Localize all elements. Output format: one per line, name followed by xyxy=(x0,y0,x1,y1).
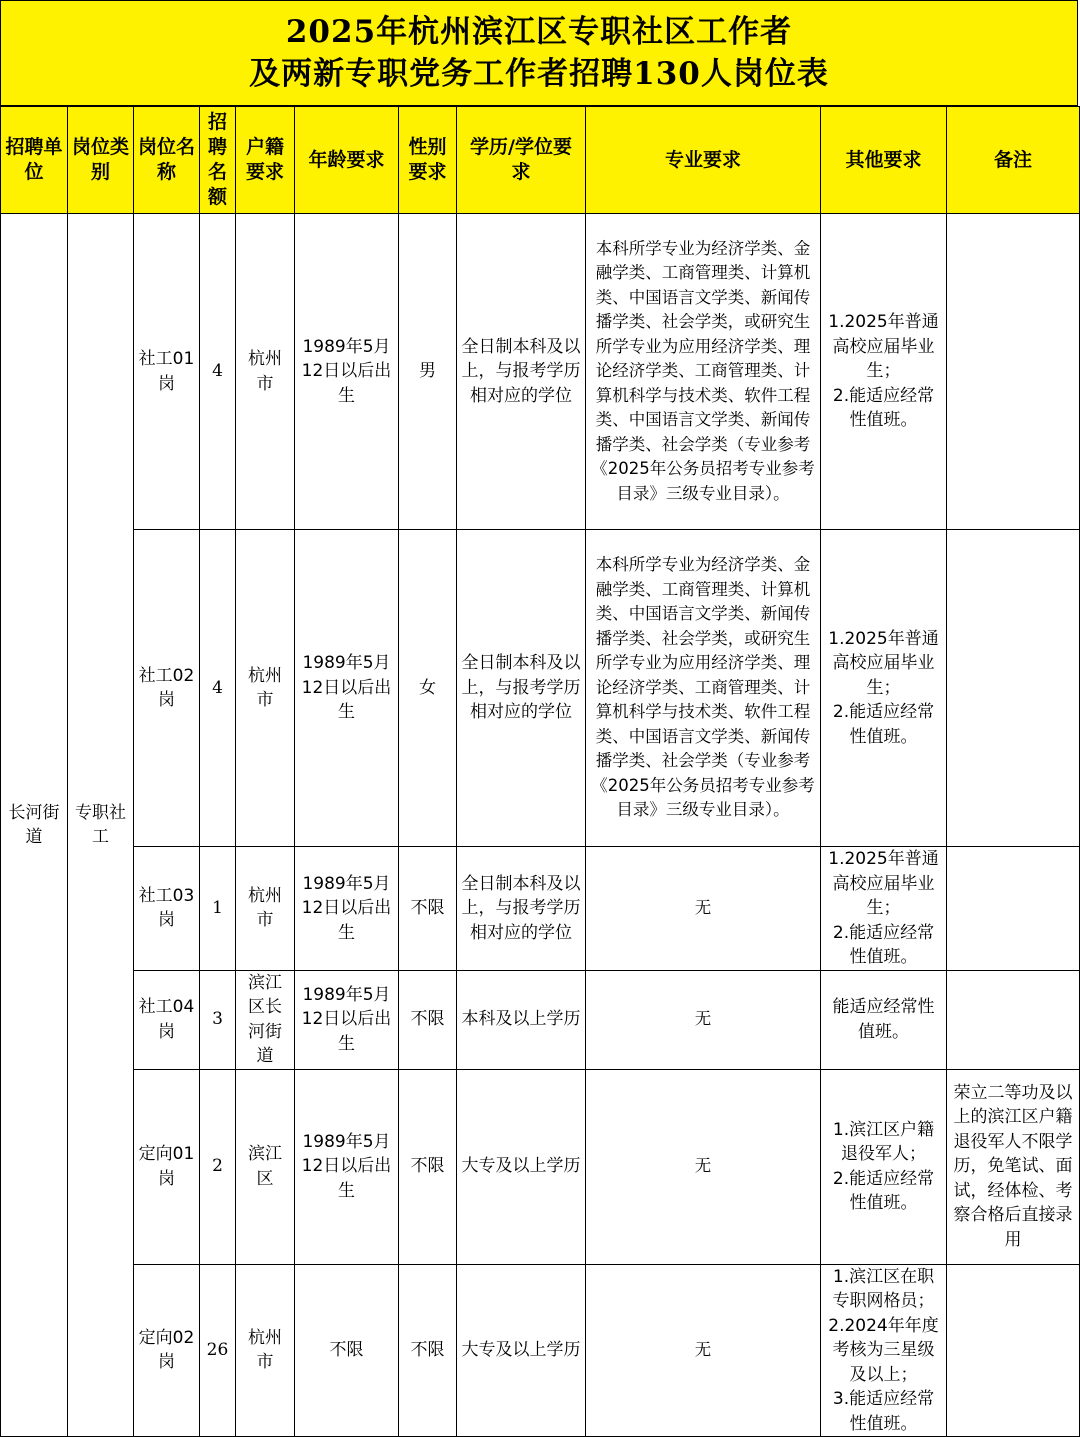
header-category: 岗位类别 xyxy=(68,107,134,214)
table-row xyxy=(1,214,1080,530)
education-cell: 全日制本科及以 上，与报考学历相对应的学位 xyxy=(457,214,586,530)
age-cell: 1989年5月12日以后出生 xyxy=(295,530,399,847)
education-cell: 本科及以上学历 xyxy=(457,970,586,1069)
table-row xyxy=(1,1069,1080,1264)
header-position: 岗位名称 xyxy=(134,107,200,214)
remark-cell xyxy=(947,847,1080,971)
header-quota: 招聘名额 xyxy=(200,107,236,214)
education-cell: 大专及以上学历 xyxy=(457,1069,586,1264)
major-cell: 无 xyxy=(586,970,821,1069)
age-cell: 不限 xyxy=(295,1264,399,1437)
header-other: 其他要求 xyxy=(821,107,947,214)
table-row xyxy=(1,530,1080,847)
remark-cell xyxy=(947,970,1080,1069)
header-row xyxy=(1,107,1080,214)
header-unit: 招聘单位 xyxy=(1,107,68,214)
major-cell: 无 xyxy=(586,847,821,971)
gender-cell: 不限 xyxy=(399,1264,457,1437)
remark-cell: 荣立二等功及以上的滨江区户籍退役军人不限学 历，免笔试、面试，经体检、考察合格后直接录用 xyxy=(947,1069,1080,1264)
education-cell: 全日制本科及以 上，与报考学历相对应的学位 xyxy=(457,847,586,971)
position-cell: 定向02岗 xyxy=(134,1264,200,1437)
quota-cell: 26 xyxy=(200,1264,236,1437)
major-cell: 本科所学专业为经济学类、金融学类、工商管理类、计算机类、中国语言文学类、新闻传播学类、社会学类，或研究生所学专业为应用经济学类、理论经济学类、工商管理类、计算机科学与技术类、软件工程类、中国语言文学类、新闻传播学类、社会学类（专业参考《2025年公务员招考专业参考目录》三级专业目录）。 xyxy=(586,214,821,530)
hukou-cell: 杭州市 xyxy=(236,214,295,530)
major-cell: 本科所学专业为经济学类、金融学类、工商管理类、计算机类、中国语言文学类、新闻传播学类、社会学类，或研究生所学专业为应用经济学类、理论经济学类、工商管理类、计算机科学与技术类、软件工程类、中国语言文学类、新闻传播学类、社会学类（专业参考《2025年公务员招考专业参考目录》三级专业目录）。 xyxy=(586,530,821,847)
gender-cell: 不限 xyxy=(399,1069,457,1264)
table-row xyxy=(1,847,1080,971)
header-major: 专业要求 xyxy=(586,107,821,214)
unit-cell: 长河街道 xyxy=(1,214,68,1437)
positions-table xyxy=(0,106,1080,1437)
other-cell: 1.滨江区在职专职网格员； 2.2024年年度考核为三星级及以上； 3.能适应经常性值班。 xyxy=(821,1264,947,1437)
position-cell: 社工04岗 xyxy=(134,970,200,1069)
gender-cell: 不限 xyxy=(399,970,457,1069)
table-row xyxy=(1,970,1080,1069)
quota-cell: 1 xyxy=(200,847,236,971)
other-cell: 1.2025年普通高校应届毕业生； 2.能适应经常性值班。 xyxy=(821,847,947,971)
education-cell: 全日制本科及以 上，与报考学历相对应的学位 xyxy=(457,530,586,847)
quota-cell: 4 xyxy=(200,530,236,847)
other-cell: 能适应经常性值班。 xyxy=(821,970,947,1069)
education-cell: 大专及以上学历 xyxy=(457,1264,586,1437)
other-cell: 1.滨江区户籍退役军人； 2.能适应经常性值班。 xyxy=(821,1069,947,1264)
quota-cell: 2 xyxy=(200,1069,236,1264)
age-cell: 1989年5月12日以后出生 xyxy=(295,214,399,530)
hukou-cell: 杭州市 xyxy=(236,530,295,847)
category-cell: 专职社工 xyxy=(68,214,134,1437)
position-cell: 社工02岗 xyxy=(134,530,200,847)
major-cell: 无 xyxy=(586,1069,821,1264)
age-cell: 1989年5月12日以后出生 xyxy=(295,847,399,971)
remark-cell xyxy=(947,1264,1080,1437)
position-cell: 社工03岗 xyxy=(134,847,200,971)
title-banner xyxy=(0,0,1078,106)
page-title-line1: 2025年杭州滨江区专职社区工作者 xyxy=(285,14,793,50)
page-title-line2: 及两新专职党务工作者招聘130人岗位表 xyxy=(249,56,829,92)
table-row xyxy=(1,1264,1080,1437)
header-gender: 性别要求 xyxy=(399,107,457,214)
header-age: 年龄要求 xyxy=(295,107,399,214)
quota-cell: 3 xyxy=(200,970,236,1069)
position-cell: 社工01岗 xyxy=(134,214,200,530)
major-cell: 无 xyxy=(586,1264,821,1437)
hukou-cell: 滨江区 xyxy=(236,1069,295,1264)
hukou-cell: 杭州市 xyxy=(236,847,295,971)
gender-cell: 男 xyxy=(399,214,457,530)
remark-cell xyxy=(947,214,1080,530)
remark-cell xyxy=(947,530,1080,847)
gender-cell: 女 xyxy=(399,530,457,847)
header-hukou: 户籍要求 xyxy=(236,107,295,214)
other-cell: 1.2025年普通高校应届毕业生； 2.能适应经常性值班。 xyxy=(821,530,947,847)
quota-cell: 4 xyxy=(200,214,236,530)
age-cell: 1989年5月12日以后出生 xyxy=(295,1069,399,1264)
header-remark: 备注 xyxy=(947,107,1080,214)
hukou-cell: 滨江区长河街道 xyxy=(236,970,295,1069)
hukou-cell: 杭州市 xyxy=(236,1264,295,1437)
position-cell: 定向01岗 xyxy=(134,1069,200,1264)
header-education: 学历/学位要求 xyxy=(457,107,586,214)
gender-cell: 不限 xyxy=(399,847,457,971)
other-cell: 1.2025年普通高校应届毕业生； 2.能适应经常性值班。 xyxy=(821,214,947,530)
age-cell: 1989年5月12日以后出生 xyxy=(295,970,399,1069)
